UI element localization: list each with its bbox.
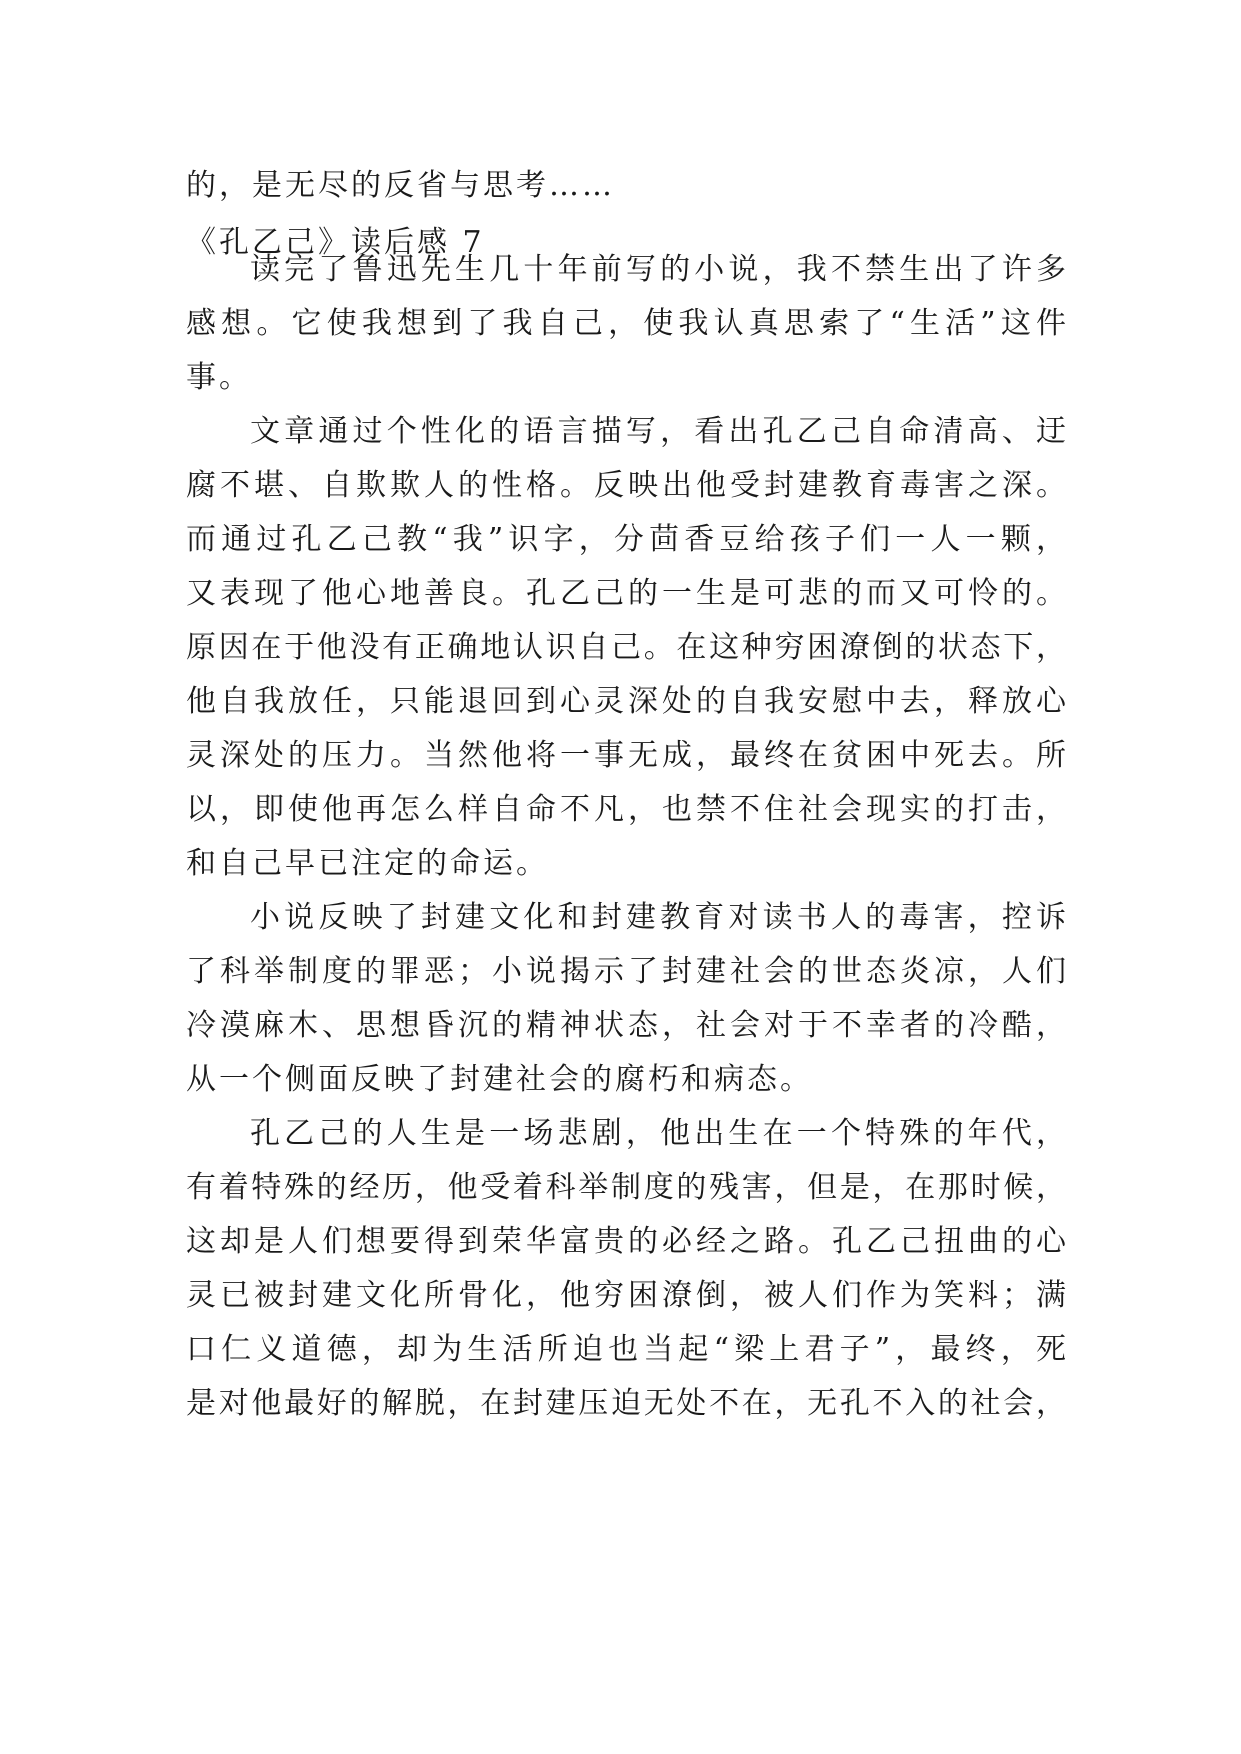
text-line: 从一个侧面反映了封建社会的腐朽和病态。 [186, 1062, 813, 1097]
text-line: 了科举制度的罪恶；小说揭示了封建社会的世态炎凉，人们 [186, 954, 1066, 989]
text-line: 是对他最好的解脱，在封建压迫无处不在，无孔不入的社会， [186, 1386, 1066, 1421]
text-line: 这却是人们想要得到荣华富贵的必经之路。孔乙己扭曲的心 [186, 1224, 1066, 1259]
text-line: 有着特殊的经历，他受着科举制度的残害，但是，在那时候， [186, 1170, 1066, 1205]
text-line: 读完了鲁迅先生几十年前写的小说，我不禁生出了许多 [250, 252, 1066, 287]
text-line: 腐不堪、自欺欺人的性格。反映出他受封建教育毒害之深。 [186, 468, 1066, 503]
text-line: 冷漠麻木、思想昏沉的精神状态，社会对于不幸者的冷酷， [186, 1008, 1066, 1043]
text-line: 事。 [186, 360, 252, 395]
text-line: 他自我放任，只能退回到心灵深处的自我安慰中去，释放心 [186, 684, 1066, 719]
text-line: 孔乙己的人生是一场悲剧，他出生在一个特殊的年代， [250, 1116, 1066, 1151]
text-line: 和自己早已注定的命运。 [186, 846, 549, 881]
text-line: 灵深处的压力。当然他将一事无成，最终在贫困中死去。所 [186, 738, 1066, 773]
text-line: 以，即使他再怎么样自命不凡，也禁不住社会现实的打击， [186, 792, 1066, 827]
text-line: 口仁义道德，却为生活所迫也当起“梁上君子”，最终，死 [186, 1332, 1066, 1367]
text-line: 感想。它使我想到了我自己，使我认真思索了“生活”这件 [186, 306, 1066, 341]
text-line: 而通过孔乙己教“我”识字，分茴香豆给孩子们一人一颗， [186, 522, 1066, 557]
text-line: 的，是无尽的反省与思考…… [186, 168, 615, 203]
text-line: 灵已被封建文化所骨化，他穷困潦倒，被人们作为笑料；满 [186, 1278, 1066, 1313]
text-line: 原因在于他没有正确地认识自己。在这种穷困潦倒的状态下， [186, 630, 1066, 665]
text-line: 又表现了他心地善良。孔乙己的一生是可悲的而又可怜的。 [186, 576, 1066, 611]
text-line: 文章通过个性化的语言描写，看出孔乙己自命清高、迂 [250, 414, 1066, 449]
section-heading: 《孔乙己》读后感 7 [186, 225, 485, 260]
text-line: 小说反映了封建文化和封建教育对读书人的毒害，控诉 [250, 900, 1066, 935]
